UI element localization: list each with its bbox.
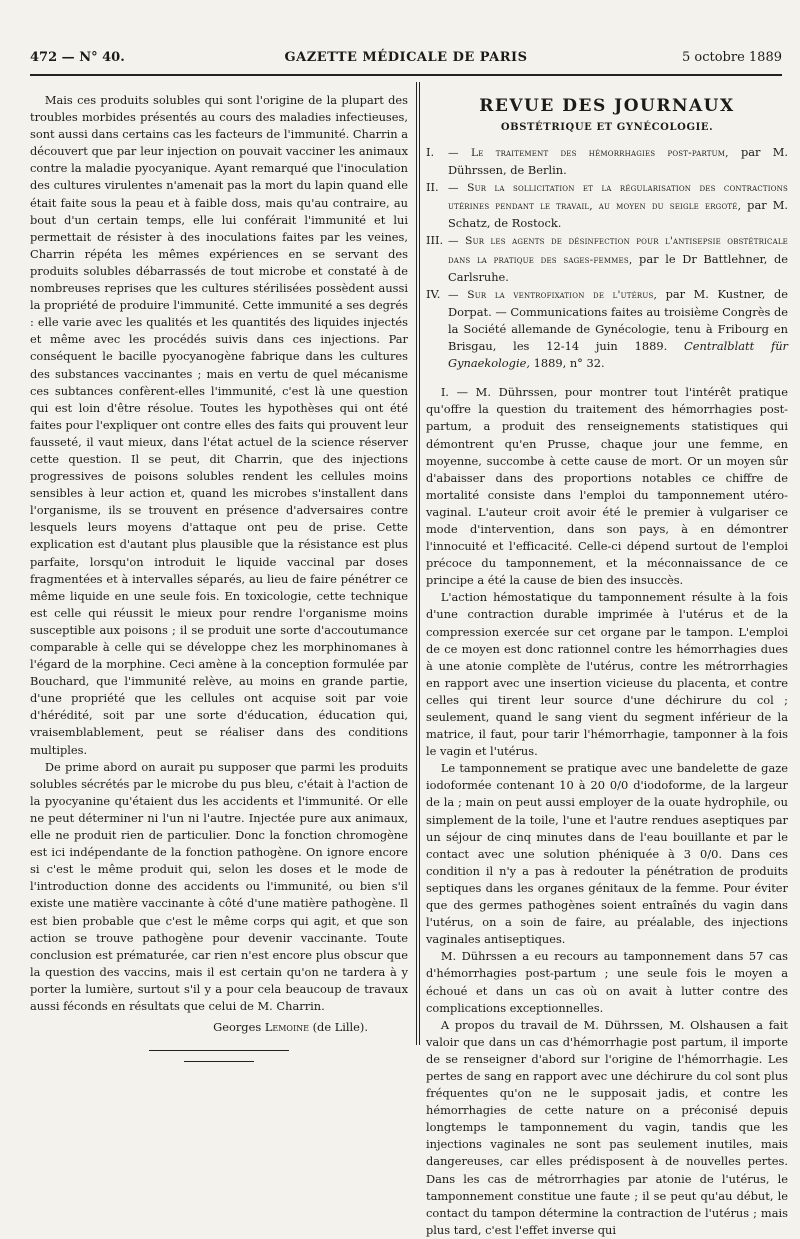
summary-item-text: — Sur les agents de désinfection pour l'antisepsie obstétricale dans la pratique des sages-femmes, <box>448 235 788 266</box>
summary-item-text: par M. Dührssen, de Berlin. <box>448 145 788 178</box>
summary-item-text: par le Dr Battlehner, de Carlsruhe. <box>448 251 788 284</box>
page-number: 472 — N° 40. <box>30 50 125 65</box>
column-divider <box>416 82 417 1045</box>
author-first-name: Georges <box>213 1020 262 1035</box>
summary-item-text: — Le traitement des hémorrhagies post-partum, <box>448 147 729 159</box>
section-subtitle: OBSTÉTRIQUE ET GYNÉCOLOGIE. <box>500 122 714 133</box>
author-signature <box>30 1019 408 1036</box>
summary-item-number: II. <box>426 180 439 195</box>
left-column <box>30 92 408 1062</box>
summary-item <box>426 286 788 372</box>
summary-item <box>426 179 788 232</box>
summary-item-text: Centralblatt für Gynaekologie, <box>448 339 788 371</box>
summary-item-number: I. <box>426 145 435 159</box>
summary-item-text: 1889, n° 32. <box>529 356 605 371</box>
summary-item-number: IV. <box>426 286 441 301</box>
summary-item <box>426 232 788 285</box>
right-column <box>426 92 788 1239</box>
article-paragraph: Le tamponnement se pratique avec une bandelette de gaze iodoformée contenant 10 à 20 0/0 d'iodoforme, de la largeur de la ; main on peut aussi employer de la ouate hydrophile, ou simplement de la toile, l'une et l'autre rendues aseptiques par un séjour de cinq minutes dans de l'eau bouillante et par le contact avec une solution phéniquée à 3 0/0. Dans ces condition il n'y a pas à redouter la pénétration de produits septiques dans les organes génitaux de la femme. Pour éviter que des germes pathogènes soient entraînés du vagin dans l'utérus, on a soin de faire, au préalable, des injections vaginales antiseptiques. <box>426 761 788 947</box>
column-divider <box>419 82 420 1045</box>
summary-item <box>426 144 788 179</box>
summary-item-text: — Sur la ventrofixation de l'utérus, <box>448 288 658 301</box>
summary-item-text: — Sur la sollicitation et la régularisation des contractions utérines pendant le travail, au moyen du seigle ergoté, <box>448 182 788 213</box>
issue-date: 5 octobre 1889 <box>681 50 782 65</box>
article-paragraph: A propos du travail de M. Dührssen, M. Olshausen a fait valoir que dans un cas d'hémorrhagie post partum, il importe de se renseigner d'abord sur l'origine de l'hémorrhagie. Les pertes de sang en rapport avec une déchirure du col sont plus fréquentes qu'on ne le supposait jadis, et contre les hémorrhagies de cette nature on a préconisé depuis longtemps le tamponnement du vagin, tandis que les injections vaginales ne sont pas seulement inutiles, mais dangereuses, car elles prédisposent à de nouvelles pertes. Dans les cas de métrorrhagies par atonie de l'utérus, le tamponnement constitue une faute ; il se peut qu'au début, le contact du tampon détermine la contraction de l'utérus ; mais plus tard, c'est l'effet inverse qui <box>426 1017 788 1237</box>
end-rule <box>184 1061 254 1062</box>
author-place: (de Lille). <box>312 1020 368 1035</box>
section-title: REVUE DES JOURNAUX <box>479 96 735 116</box>
summary-item-text: par M. Kustner, de Dorpat. — Communications faites au troisième Congrès de la Société allemande de Gynécologie, tenu à Fribourg en Brisgau, les 12-14 juin 1889. <box>448 286 788 354</box>
header-rule <box>30 74 782 76</box>
article-paragraph: L'action hémostatique du tamponnement résulte à la fois d'une contraction durable imprimée à l'utérus et de la compression exercée sur cet organe par le tampon. L'emploi de ce moyen est donc rationnel contre les hémorrhagies dues à une atonie complète de l'utérus, contre les métrorrhagies en rapport avec une insertion vicieuse du placenta, et contre celles qui tirent leur source d'une déchirure du col ; seulement, quand le sang vient du segment inférieur de la matrice, il faut, pour tarir l'hémorrhagie, tamponner à la fois le vagin et l'utérus. <box>426 590 788 759</box>
article-paragraph: Mais ces produits solubles qui sont l'origine de la plupart des troubles morbides présentés au cours des maladies infectieuses, sont aussi dans certains cas les facteurs de l'immunité. Charrin a découvert que par leur injection on pouvait vacciner les animaux contre la maladie pyocyanique. Ayant remarqué que l'inoculation des cultures virulentes n'amenait pas la mort du lapin quand elle était faite sous la peau et à faible doss, mais qu'au contraire, au bout d'un certain temps, elle lui conférait l'immunité et lui permettait de résister à des inoculations faites par les veines, Charrin répéta les mêmes expériences en se servant des produits solubles débarrassés de tout microbe et constaté à de nombreuses reprises que les cultures stérilisées possèdent aussi la propriété de produire l'immunité. Cette immunité a ses degrés : elle varie avec les qualités et les quantités des liquides injectés et même avec les procédés suivis dans ces injections. Par conséquent le bacille pyocyanogène fabrique dans les cultures des substances vaccinantes ; mais en vertu de quel mécanisme ces subtances confèrent-elles l'immunité, c'est là une question qui est loin d'être résolue. Toutes les hypothèses qui ont été faites pour l'expliquer ont contre elles des faits qui prouvent leur fausseté, il vaut mieux, dans l'état actuel de la science réserver cette question. Il se peut, dit Charrin, que des injections progressives de poisons solubles rendent les cellules moins sensibles à leur action et, quand les microbes s'installent dans l'organisme, ils se trouvent en présence d'adversaires contre lesquels leurs moyens d'attaque ont peu de prise. Cette explication est d'autant plus plausible que la résistance est plus parfaite, lorsqu'on introduit le liquide vaccinal par doses fragmentées et à intervalles séparés, au lieu de faire pénétrer ce même liquide en une seule fois. En toxicologie, cette technique est celle qui réussit le mieux pour rendre l'organisme moins susceptible aux poisons ; il se produit une sorte d'accoutumance comparable à celle qui se développe chez les morphinomanes à l'égard de la morphine. Ceci amène à la conception formulée par Bouchard, que l'immunité relève, au moins en grande partie, d'une propriété que les cellules ont acquise soit par voie d'hérédité, soit par une sorte d'éducation, éducation qui, vraisemblablement, peut se réaliser dans des conditions multiples. <box>30 93 408 757</box>
article-paragraph: I. — M. Dührssen, pour montrer tout l'intérêt pratique qu'offre la question du traitement des hémorrhagies post-partum, a produit des renseignements statistiques qui démontrent qu'en Prusse, chaque jour une femme, en moyenne, succombe à cette cause de mort. Or un moyen sûr d'abaisser dans des proportions notables ce chiffre de mortalité consiste dans l'emploi du tamponnement utéro-vaginal. L'auteur croit avoir été le premier à vulgariser ce mode d'intervention, dans son pays, à en démontrer l'innocuité et l'efficacité. Celle-ci dépend surtout de l'emploi précoce du tamponnement, et la méconnaissance de ce principe a été la cause de bien des insuccès. <box>426 385 788 588</box>
article-paragraph: De prime abord on aurait pu supposer que parmi les produits solubles sécrétés par le microbe du pus bleu, c'était à l'action de la pyocyanine qu'étaient dus les accidents et l'immunité. Or elle ne peut déterminer ni l'un ni l'autre. Injectée pure aux animaux, elle ne produit rien de particulier. Donc la fonction chromogène est ici indépendante de la fonction pathogène. On ignore encore si c'est le même produit qui, selon les doses et le mode de l'introduction donne des accidents ou l'immunité, ou bien s'il existe une matière vaccinante à côté d'une matière pathogène. Il est bien probable que c'est le même corps qui agit, et que son action se trouve pathogène pour devenir vaccinante. Toute conclusion est prématurée, car rien n'est encore plus obscur que la question des vaccins, mais il est certain qu'on ne tardera à y porter la lumière, surtout s'il y a pour cela beaucoup de travaux aussi féconds en résultats que celui de M. Charrin. <box>30 759 408 1013</box>
article-paragraph: M. Dührssen a eu recours au tamponnement dans 57 cas d'hémorrhagies post-partum ; une seule fois le moyen a échoué et dans un cas où on avait à lutter contre des complications exceptionnelles. <box>426 949 788 1015</box>
summary-list <box>426 144 788 372</box>
page-header <box>30 50 782 74</box>
summary-item-number: III. <box>426 233 444 248</box>
summary-item-text: par M. Schatz, de Rostock. <box>448 198 788 231</box>
author-last-name: Lemoine <box>264 1020 309 1035</box>
end-rule <box>149 1050 289 1051</box>
journal-title: GAZETTE MÉDICALE DE PARIS <box>284 50 528 65</box>
